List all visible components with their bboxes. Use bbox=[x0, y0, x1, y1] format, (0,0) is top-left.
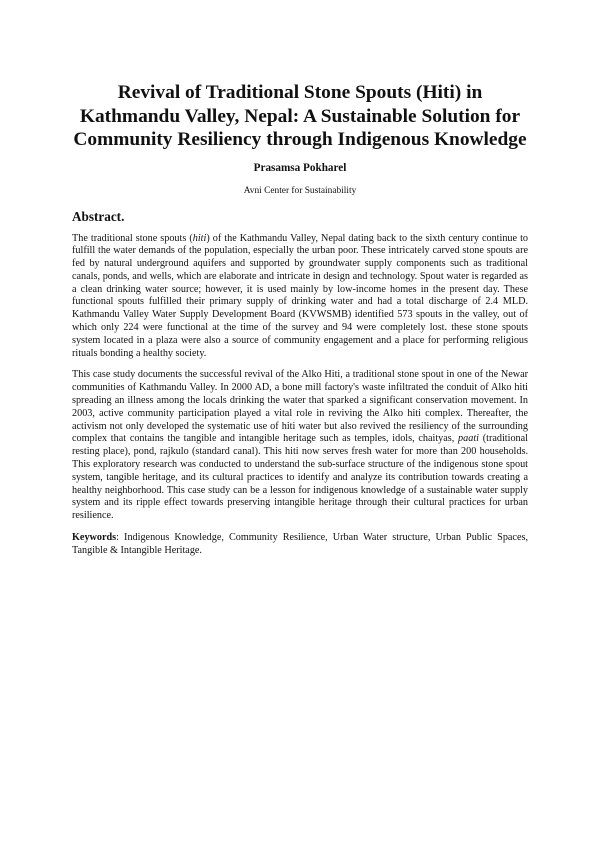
p2-text-b: (traditional resting place), pond, rajkulo (standard canal). This hiti now serves fresh water for more than 200 households. This exploratory research was conducted to understand the sub-surface structure of the indigenous stone spout system, tangible heritage, and its cultural practices to identify and analyze its contribution towards creating a healthy neighborhood. This case study can be a lesson for indigenous knowledge of a sustainable water supply system and its ripple effect towards preserving intangible heritage through their cultural practices for urban resilience. bbox=[72, 433, 528, 522]
p2-text-a: This case study documents the successful revival of the Alko Hiti, a traditional stone spout in one of the Newar communities of Kathmandu Valley. In 2000 AD, a bone mill factory's waste infiltrated the conduit of Alko hiti spreading an illness among the locals drinking the water that sparked a significant conservation movement. In 2003, active community participation played a vital role in reviving the Alko hiti complex. Thereafter, the activism not only developed the systematic use of hiti water but also revived the resiliency of the surrounding complex that contains the tangible and intangible heritage such as temples, idols, chaityas, bbox=[72, 369, 528, 445]
p1-text-b: ) of the Kathmandu Valley, Nepal dating back to the sixth century continue to fulfill the water demands of the population, especially the urban poor. These intricately carved stone spouts are fed by natural underground aquifers and supported by groundwater supply components such as traditional canals, ponds, and wells, which are elaborate and intricate in design and technology. Spout water is regarded as a clean drinking water source; however, it is used mainly by low-income homes in the present day. These functional spouts fulfilled their primary supply of drinking water and had a total discharge of 2.4 MLD. Kathmandu Valley Water Supply Development Board (KVWSMB) identified 573 spouts in the valley, out of which only 224 were functional at the time of the survey and 94 were completely lost. these stone spouts system located in a plaza were also a source of community engagement and a place for performing religious rituals bonding a healthy society. bbox=[72, 232, 528, 359]
keywords-paragraph bbox=[72, 532, 528, 558]
paper-page bbox=[0, 81, 600, 857]
p1-italic-term: hiti bbox=[192, 232, 207, 244]
title-line-2: Kathmandu Valley, Nepal: A Sustainable Solution for bbox=[79, 105, 521, 127]
keywords-text: : Indigenous Knowledge, Community Resilience, Urban Water structure, Urban Public Spaces, Tangible & Intangible Heritage. bbox=[72, 532, 528, 556]
author-affiliation: Avni Center for Sustainability bbox=[243, 185, 357, 196]
title-line-3: Community Resiliency through Indigenous Knowledge bbox=[73, 129, 527, 150]
title-line-1: Revival of Traditional Stone Spouts (Hiti) in bbox=[117, 82, 483, 103]
paper-title bbox=[72, 81, 528, 152]
author-name: Prasamsa Pokharel bbox=[253, 161, 347, 174]
abstract-paragraph-2 bbox=[72, 369, 528, 523]
keywords-label: Keywords bbox=[72, 532, 117, 544]
p2-italic-term: paati bbox=[458, 433, 479, 445]
p1-text-a: The traditional stone spouts ( bbox=[72, 232, 193, 244]
abstract-paragraph-1 bbox=[72, 233, 528, 361]
abstract-heading: Abstract. bbox=[72, 208, 125, 224]
